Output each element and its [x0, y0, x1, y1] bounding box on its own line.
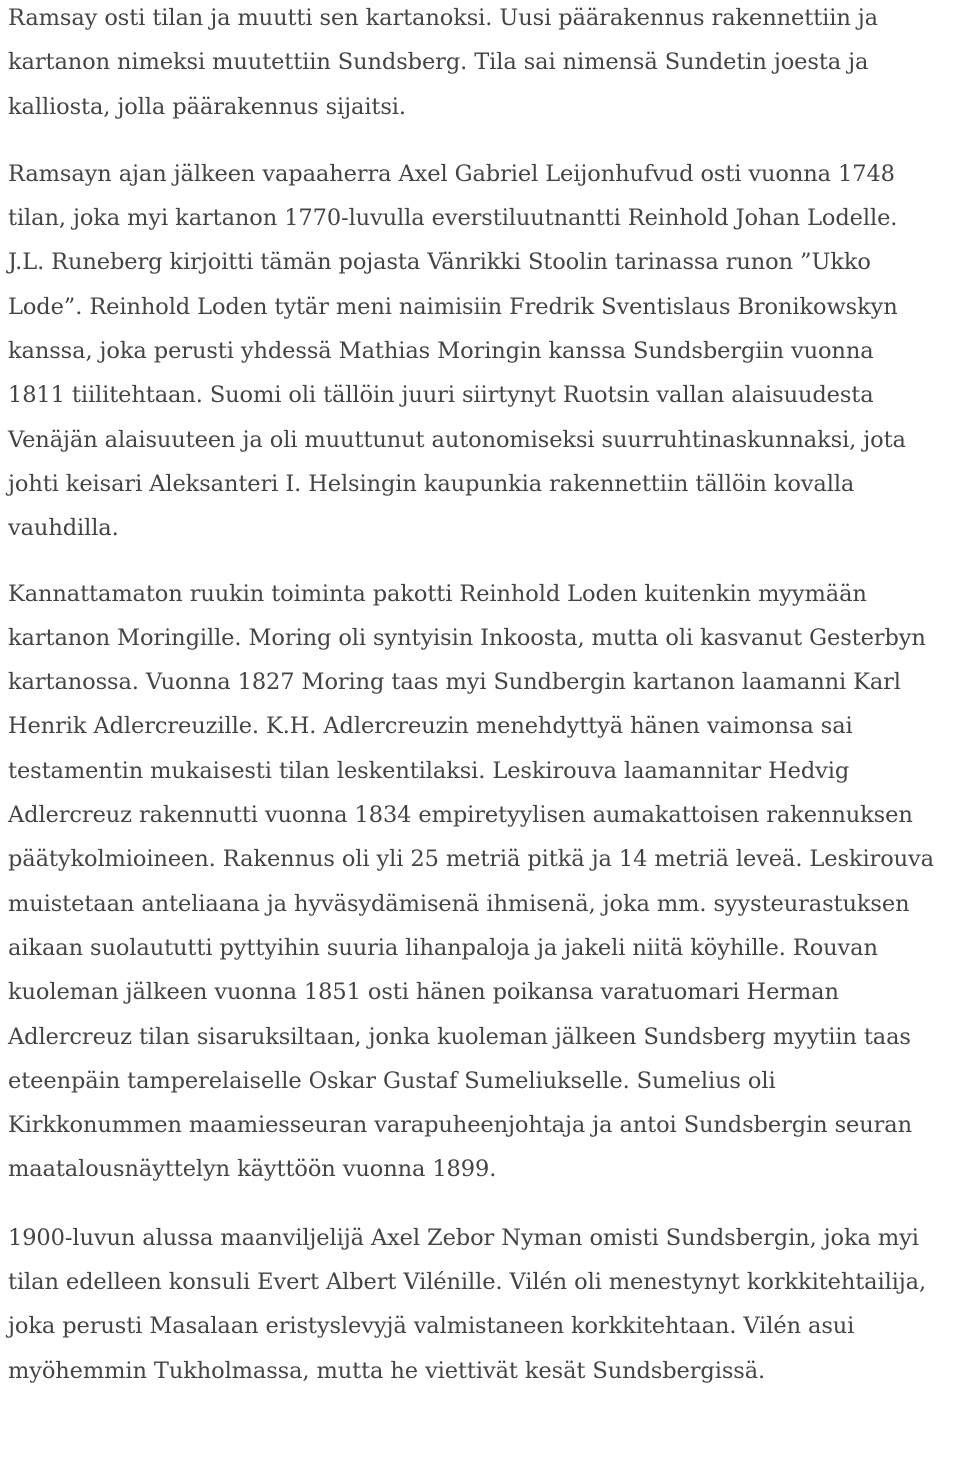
paragraph-nyman-vilen: 1900-luvun alussa maanviljelijä Axel Zebor Nyman omisti Sundsbergin, joka myi tilan edelleen konsuli Evert Albert Vilénille. Vilén oli menestynyt korkkitehtailija, joka perusti Masalaan eristyslevyjä valmistaneen korkkitehtaan. Vilén asui myöhemmin Tukholmassa, mutta he viettivät kesät Sundsbergissä.: [8, 1224, 926, 1384]
paragraph-leijonhufvud-lode: Ramsayn ajan jälkeen vapaaherra Axel Gabriel Leijonhufvud osti vuonna 1748 tilan, joka myi kartanon 1770-luvulla everstiluutnantti Reinhold Johan Lodelle. J.L. Runeberg kirjoitti tämän pojasta Vänrikki Stoolin tarinassa runon ”Ukko Lode”. Reinhold Loden tytär meni naimisiin Fredrik Sventislaus Bronikowskyn kanssa, joka perusti yhdessä Mathias Moringin kanssa Sundsbergiin vuonna 1811 tiilitehtaan. Suomi oli tällöin juuri siirtynyt Ruotsin vallan alaisuudesta Venäjän alaisuuteen ja oli muuttunut autonomiseksi suurruhtinaskunnaksi, jota johti keisari Aleksanteri I. Helsingin kaupunkia rakennettiin tällöin kovalla vauhdilla.: [8, 160, 906, 542]
paragraph-moring-adlercreuz: Kannattamaton ruukin toiminta pakotti Reinhold Loden kuitenkin myymään kartanon Moringille. Moring oli syntyisin Inkoosta, mutta oli kasvanut Gesterbyn kartanossa. Vuonna 1827 Moring taas myi Sundbergin kartanon laamanni Karl Henrik Adlercreuzille. K.H. Adlercreuzin menehdyttyä hänen vaimonsa sai testamentin mukaisesti tilan leskentilaksi. Leskirouva laamannitar Hedvig Adlercreuz rakennutti vuonna 1834 empiretyylisen aumakattoisen rakennuksen päätykolmioineen. Rakennus oli yli 25 metriä pitkä ja 14 metriä leveä. Leskirouva muistetaan anteliaana ja hyväsydämisenä ihmisenä, joka mm. syysteurastuksen aikaan suolaututti pyttyihin suuria lihanpaloja ja jakeli niitä köyhille. Rouvan kuoleman jälkeen vuonna 1851 osti hänen poikansa varatuomari Herman Adlercreuz tilan sisaruksiltaan, jonka kuoleman jälkeen Sundsberg myytiin taas eteenpäin tamperelaiselle Oskar Gustaf Sumeliukselle. Sumelius oli Kirkkonummen maamiesseuran varapuheenjohtaja ja antoi Sundsbergin seuran maatalousnäyttelyn käyttöön vuonna 1899.: [8, 580, 934, 1183]
paragraph-sundsberg-origin: Ramsay osti tilan ja muutti sen kartanoksi. Uusi päärakennus rakennettiin ja kartanon nimeksi muutettiin Sundsberg. Tila sai nimensä Sundetin joesta ja kalliosta, jolla päärakennus sijaitsi.: [8, 5, 878, 120]
